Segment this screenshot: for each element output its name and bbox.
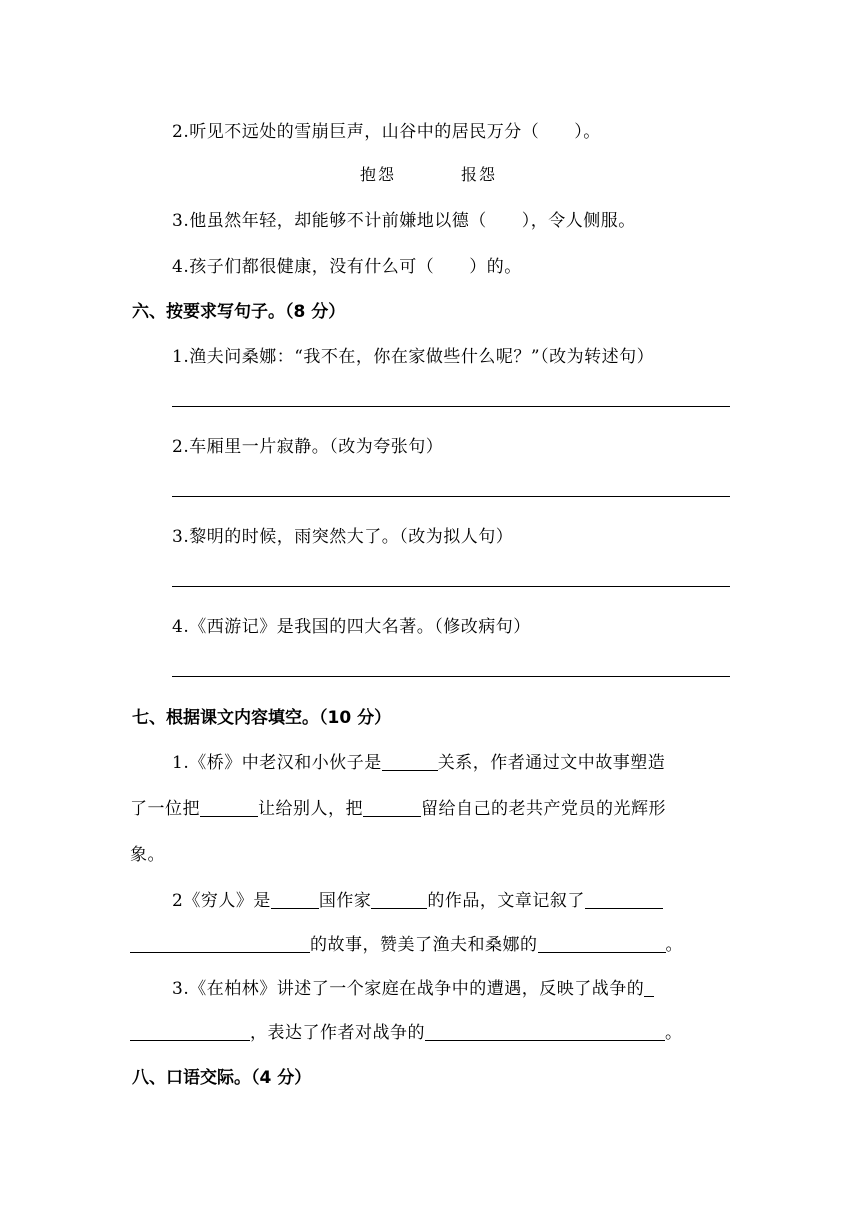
q2-text-e: 。 xyxy=(665,935,683,955)
option-1: 抱怨 xyxy=(360,165,397,184)
blank[interactable] xyxy=(585,891,663,909)
q3-text-b: ，表达了作者对战争的 xyxy=(250,1023,425,1043)
section-7-q3-line2 xyxy=(130,1018,683,1043)
q1-text-e: 留给自己的老共产党员的光辉形 xyxy=(421,799,666,819)
q2-text-d: 的故事，赞美了渔夫和桑娜的 xyxy=(310,935,538,955)
answer-line-2[interactable] xyxy=(172,496,730,497)
section-7-q2-line2 xyxy=(130,930,683,955)
answer-line-3[interactable] xyxy=(172,586,730,587)
q1-text-a: 1.《桥》中老汉和小伙子是 xyxy=(172,753,382,773)
blank[interactable] xyxy=(130,1023,250,1041)
answer-line-1[interactable] xyxy=(172,406,730,407)
q2-text-c: 的作品，文章记叙了 xyxy=(427,891,585,911)
answer-line-4[interactable] xyxy=(172,676,730,677)
blank[interactable] xyxy=(130,935,310,953)
section-6-heading: 六、按要求写句子。（8 分） xyxy=(132,302,346,322)
q2-text-a: 2《穷人》是 xyxy=(172,891,271,911)
q1-text-c: 了一位把 xyxy=(130,799,200,819)
blank[interactable] xyxy=(425,1023,665,1041)
question-5-4: 4.孩子们都很健康，没有什么可（ ）的。 xyxy=(172,257,522,277)
section-7-q1-line3: 象。 xyxy=(130,845,165,865)
q1-text-b: 关系，作者通过文中故事塑造 xyxy=(437,753,666,773)
q3-text-c: 。 xyxy=(665,1023,683,1043)
blank[interactable] xyxy=(538,935,666,953)
question-5-3: 3.他虽然年轻，却能够不计前嫌地以德（ ），令人侧服。 xyxy=(172,211,636,231)
section-7-q3-line1 xyxy=(172,974,654,999)
blank[interactable] xyxy=(382,753,438,771)
section-7-heading: 七、根据课文内容填空。（10 分） xyxy=(132,708,392,728)
section-6-item-4: 4.《西游记》是我国的四大名著。（修改病句） xyxy=(172,617,531,637)
question-5-2: 2.听见不远处的雪崩巨声，山谷中的居民万分（ ）。 xyxy=(172,122,601,142)
blank[interactable] xyxy=(371,891,427,909)
blank[interactable] xyxy=(644,979,654,997)
section-6-item-1: 1.渔夫问桑娜：“我不在，你在家做些什么呢？”（改为转述句） xyxy=(172,347,655,367)
blank[interactable] xyxy=(271,891,319,909)
section-8-heading: 八、口语交际。（4 分） xyxy=(132,1068,312,1088)
blank[interactable] xyxy=(363,799,421,817)
section-6-item-2: 2.车厢里一片寂静。（改为夸张句） xyxy=(172,437,444,457)
q3-text-a: 3.《在柏林》讲述了一个家庭在战争中的遭遇，反映了战争的 xyxy=(172,979,645,999)
section-7-q1-line1 xyxy=(172,748,665,773)
section-7-q1-line2 xyxy=(130,794,666,819)
q1-text-d: 让给别人，把 xyxy=(258,799,363,819)
section-7-q2-line1 xyxy=(172,886,663,911)
q2-text-b: 国作家 xyxy=(318,891,372,911)
blank[interactable] xyxy=(200,799,258,817)
section-6-item-3: 3.黎明的时候，雨突然大了。（改为拟人句） xyxy=(172,527,514,547)
option-2: 报怨 xyxy=(461,165,498,184)
